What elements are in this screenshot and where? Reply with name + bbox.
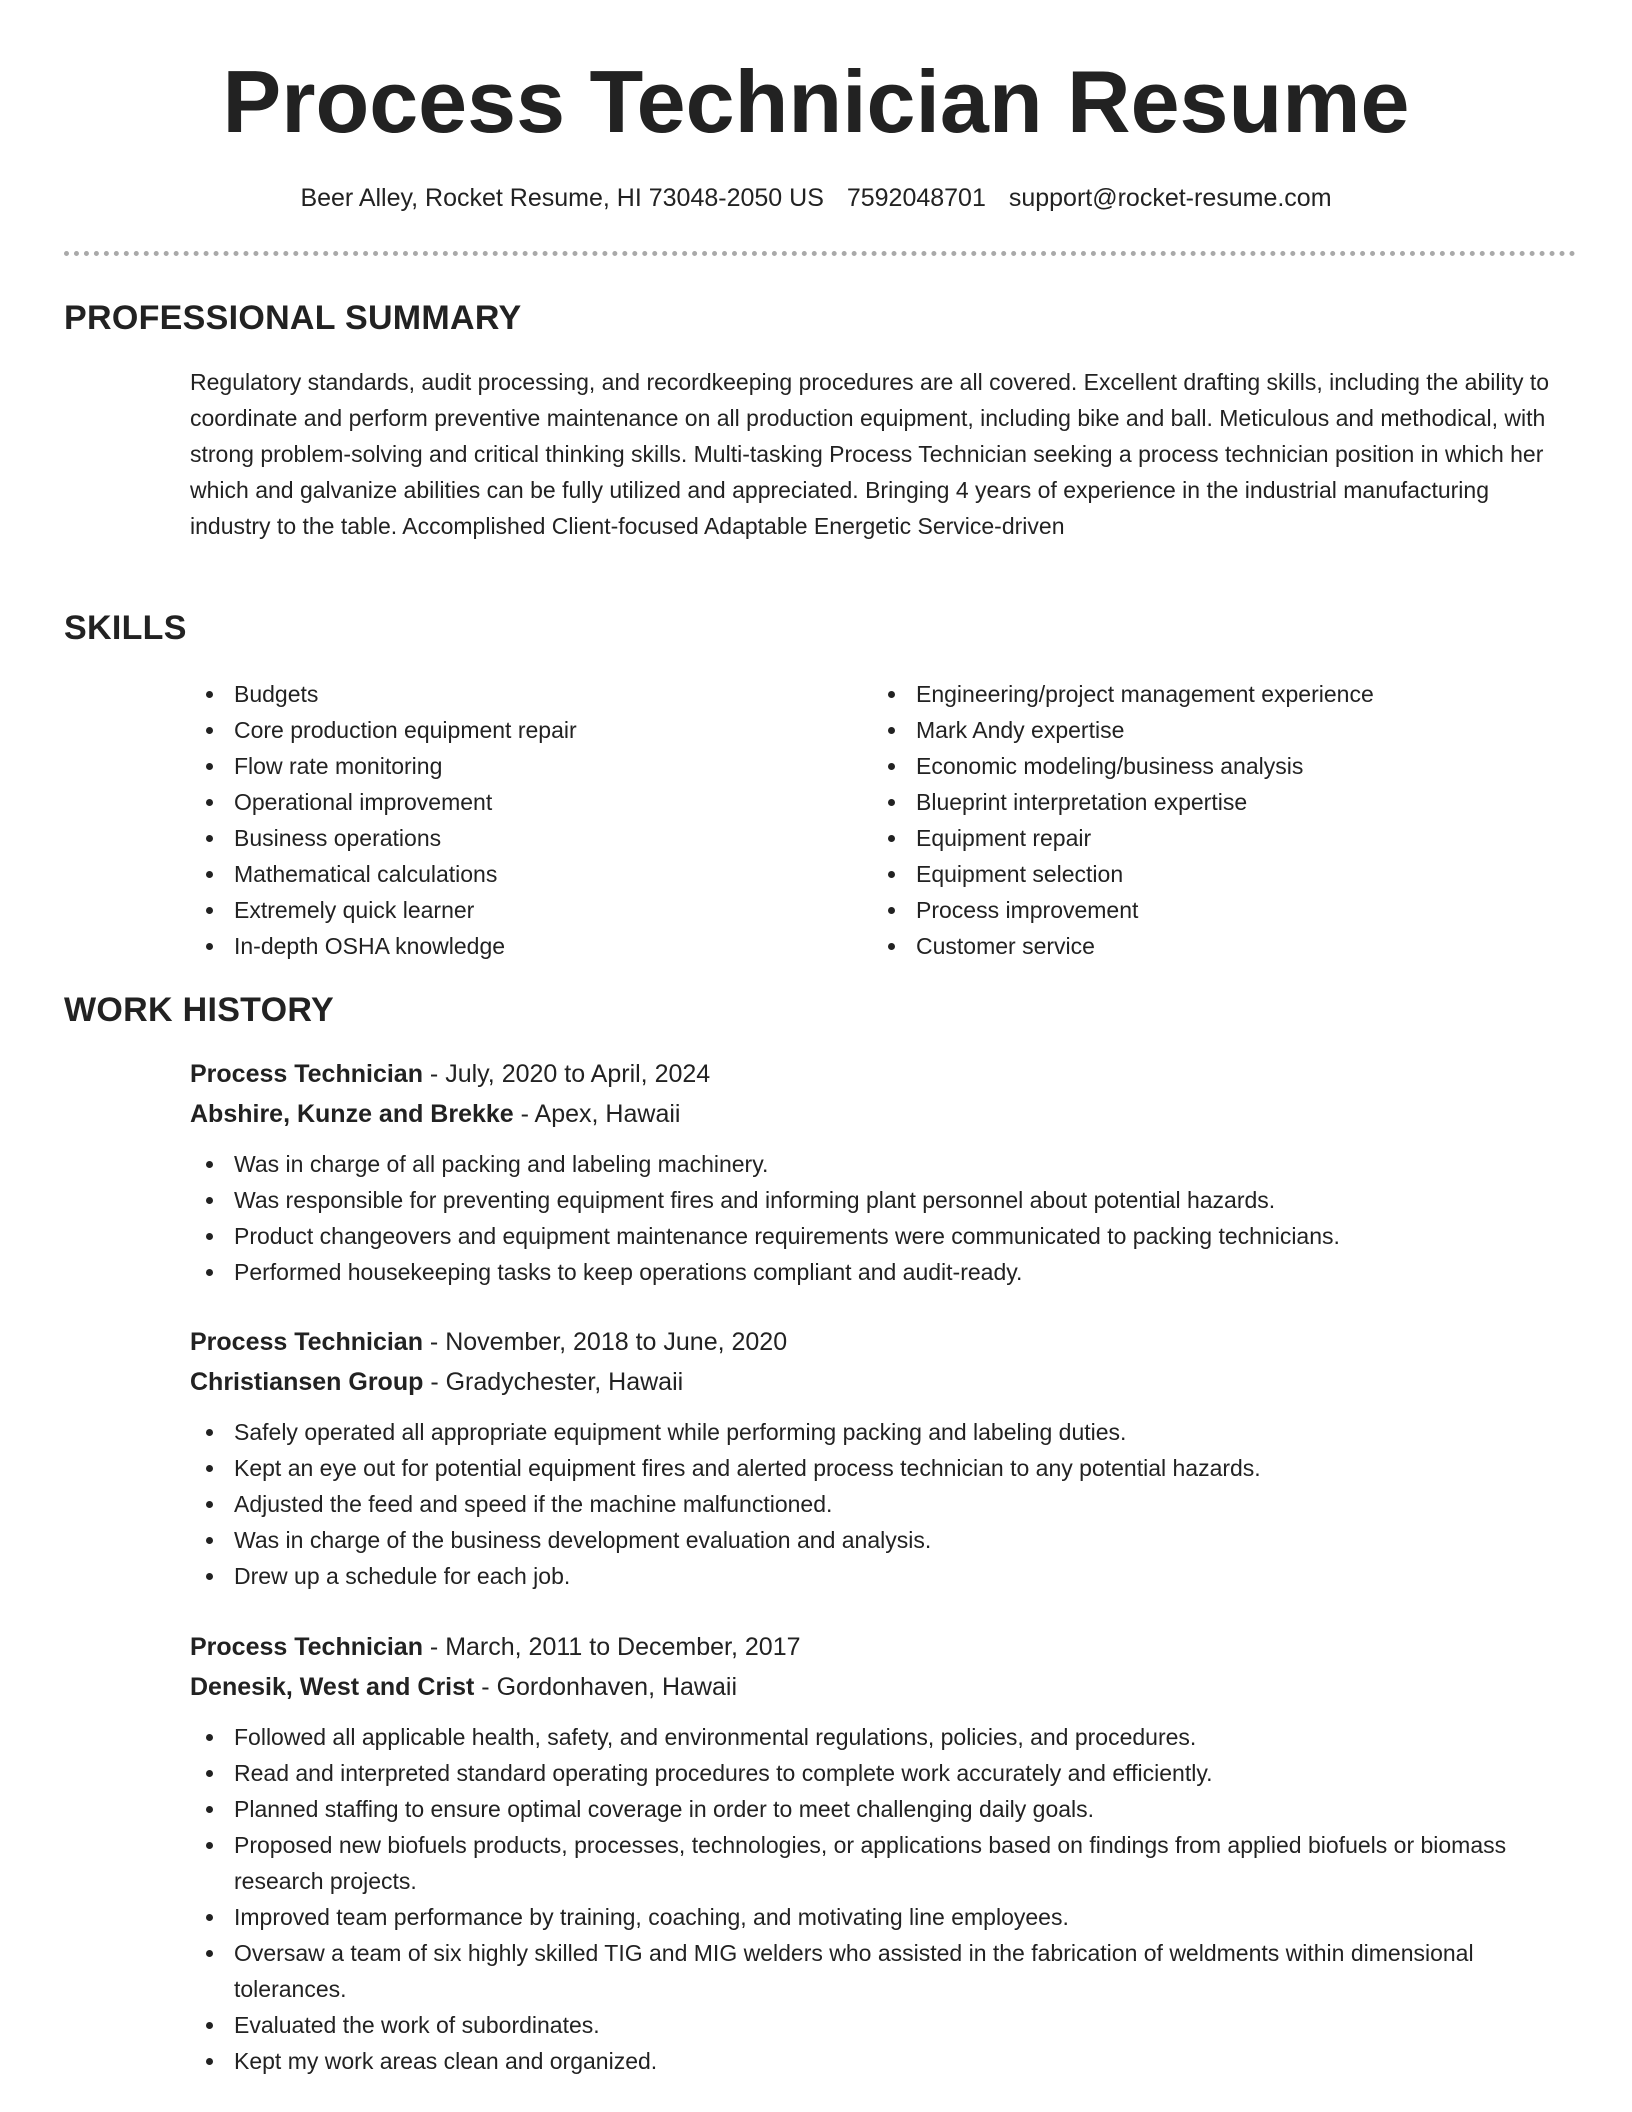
contact-phone: 7592048701 [846,184,986,212]
contact-email[interactable]: support@rocket-resume.com [1008,184,1332,212]
job-company: Denesik, West and Crist [190,1673,475,1701]
resume-title: Process Technician Resume [222,52,1410,151]
job-duty: Read and interpreted standard operating procedures to complete work accurately and efficiently. [190,1755,1570,1791]
job-duty: Adjusted the feed and speed if the machine malfunctioned. [190,1486,1570,1522]
job-duty: Planned staffing to ensure optimal coverage in order to meet challenging daily goals. [190,1791,1570,1827]
job-company: Christiansen Group [190,1368,424,1396]
job-title-line [190,1054,1570,1094]
job-duty: Was in charge of all packing and labeling machinery. [190,1146,1570,1182]
header-divider [64,251,1576,256]
job-duty: Proposed new biofuels products, processes, technologies, or applications based on findings from applied biofuels or biomass research projects. [190,1827,1570,1899]
job-duty: Improved team performance by training, coaching, and motivating line employees. [190,1899,1570,1935]
skill-item: Flow rate monitoring [190,748,872,784]
job-duty: Product changeovers and equipment maintenance requirements were communicated to packing technicians. [190,1218,1570,1254]
job-duty: Safely operated all appropriate equipment while performing packing and labeling duties. [190,1414,1570,1450]
job-title-line [190,1627,1570,1667]
work-history-heading: WORK HISTORY [64,991,334,1029]
skill-item: Mathematical calculations [190,856,872,892]
job-dates: - July, 2020 to April, 2024 [422,1060,711,1088]
skill-item: Extremely quick learner [190,892,872,928]
skills-column-right [872,676,1554,964]
contact-line [0,180,1632,216]
job-duty: Oversaw a team of six highly skilled TIG and MIG welders who assisted in the fabrication of weldments within dimensional tolerances. [190,1935,1570,2007]
job-duty: Kept an eye out for potential equipment fires and alerted process technician to any potential hazards. [190,1450,1570,1486]
job-location: - Apex, Hawaii [513,1100,681,1128]
contact-address: Beer Alley, Rocket Resume, HI 73048-2050 US [300,184,824,212]
skill-item: Equipment selection [872,856,1554,892]
skills-column-left [190,676,872,964]
job-duty: Performed housekeeping tasks to keep operations compliant and audit-ready. [190,1254,1570,1290]
job-duty: Was in charge of the business development evaluation and analysis. [190,1522,1570,1558]
job-entry [190,1054,1570,1290]
skills-list [190,676,1570,964]
job-duty: Followed all applicable health, safety, and environmental regulations, policies, and procedures. [190,1719,1570,1755]
skill-item: Economic modeling/business analysis [872,748,1554,784]
skill-item: Blueprint interpretation expertise [872,784,1554,820]
job-location: - Gradychester, Hawaii [423,1368,684,1396]
skill-item: In-depth OSHA knowledge [190,928,872,964]
job-duty: Was responsible for preventing equipment fires and informing plant personnel about potential hazards. [190,1182,1570,1218]
job-duty: Drew up a schedule for each job. [190,1558,1570,1594]
job-company-line [190,1667,1570,1707]
job-location: - Gordonhaven, Hawaii [474,1673,737,1701]
job-dates: - November, 2018 to June, 2020 [422,1328,788,1356]
skill-item: Equipment repair [872,820,1554,856]
skill-item: Business operations [190,820,872,856]
skill-item: Process improvement [872,892,1554,928]
skill-item: Engineering/project management experience [872,676,1554,712]
job-company: Abshire, Kunze and Brekke [190,1100,514,1128]
job-dates: - March, 2011 to December, 2017 [422,1633,801,1661]
summary-text: Regulatory standards, audit processing, and recordkeeping procedures are all covered. Excellent drafting skills, including the ability to coordinate and perform preventive maintenance on all production equipment, including bike and ball. Meticulous and methodical, with strong problem-solving and critical thinking skills. Multi-tasking Process Technician seeking a process technician position in which her which and galvanize abilities can be fully utilized and appreciated. Bringing 4 years of experience in the industrial manufacturing industry to the table. Accomplished Client-focused Adaptable Energetic Service-driven [190,369,1550,539]
job-title-line [190,1322,1570,1362]
job-duty: Kept my work areas clean and organized. [190,2043,1570,2079]
job-duties [190,1719,1570,2079]
job-duty: Evaluated the work of subordinates. [190,2007,1570,2043]
skill-item: Mark Andy expertise [872,712,1554,748]
job-entry [190,1322,1570,1594]
skill-item: Core production equipment repair [190,712,872,748]
job-entry [190,1627,1570,2079]
job-title: Process Technician [190,1328,423,1356]
job-title: Process Technician [190,1633,423,1661]
summary-section [190,364,1570,544]
skill-item: Budgets [190,676,872,712]
job-duties [190,1146,1570,1290]
skill-item: Operational improvement [190,784,872,820]
job-company-line [190,1094,1570,1134]
job-title: Process Technician [190,1060,423,1088]
skill-item: Customer service [872,928,1554,964]
job-duties [190,1414,1570,1594]
summary-heading: PROFESSIONAL SUMMARY [64,299,522,337]
job-company-line [190,1362,1570,1402]
skills-heading: SKILLS [64,609,187,647]
